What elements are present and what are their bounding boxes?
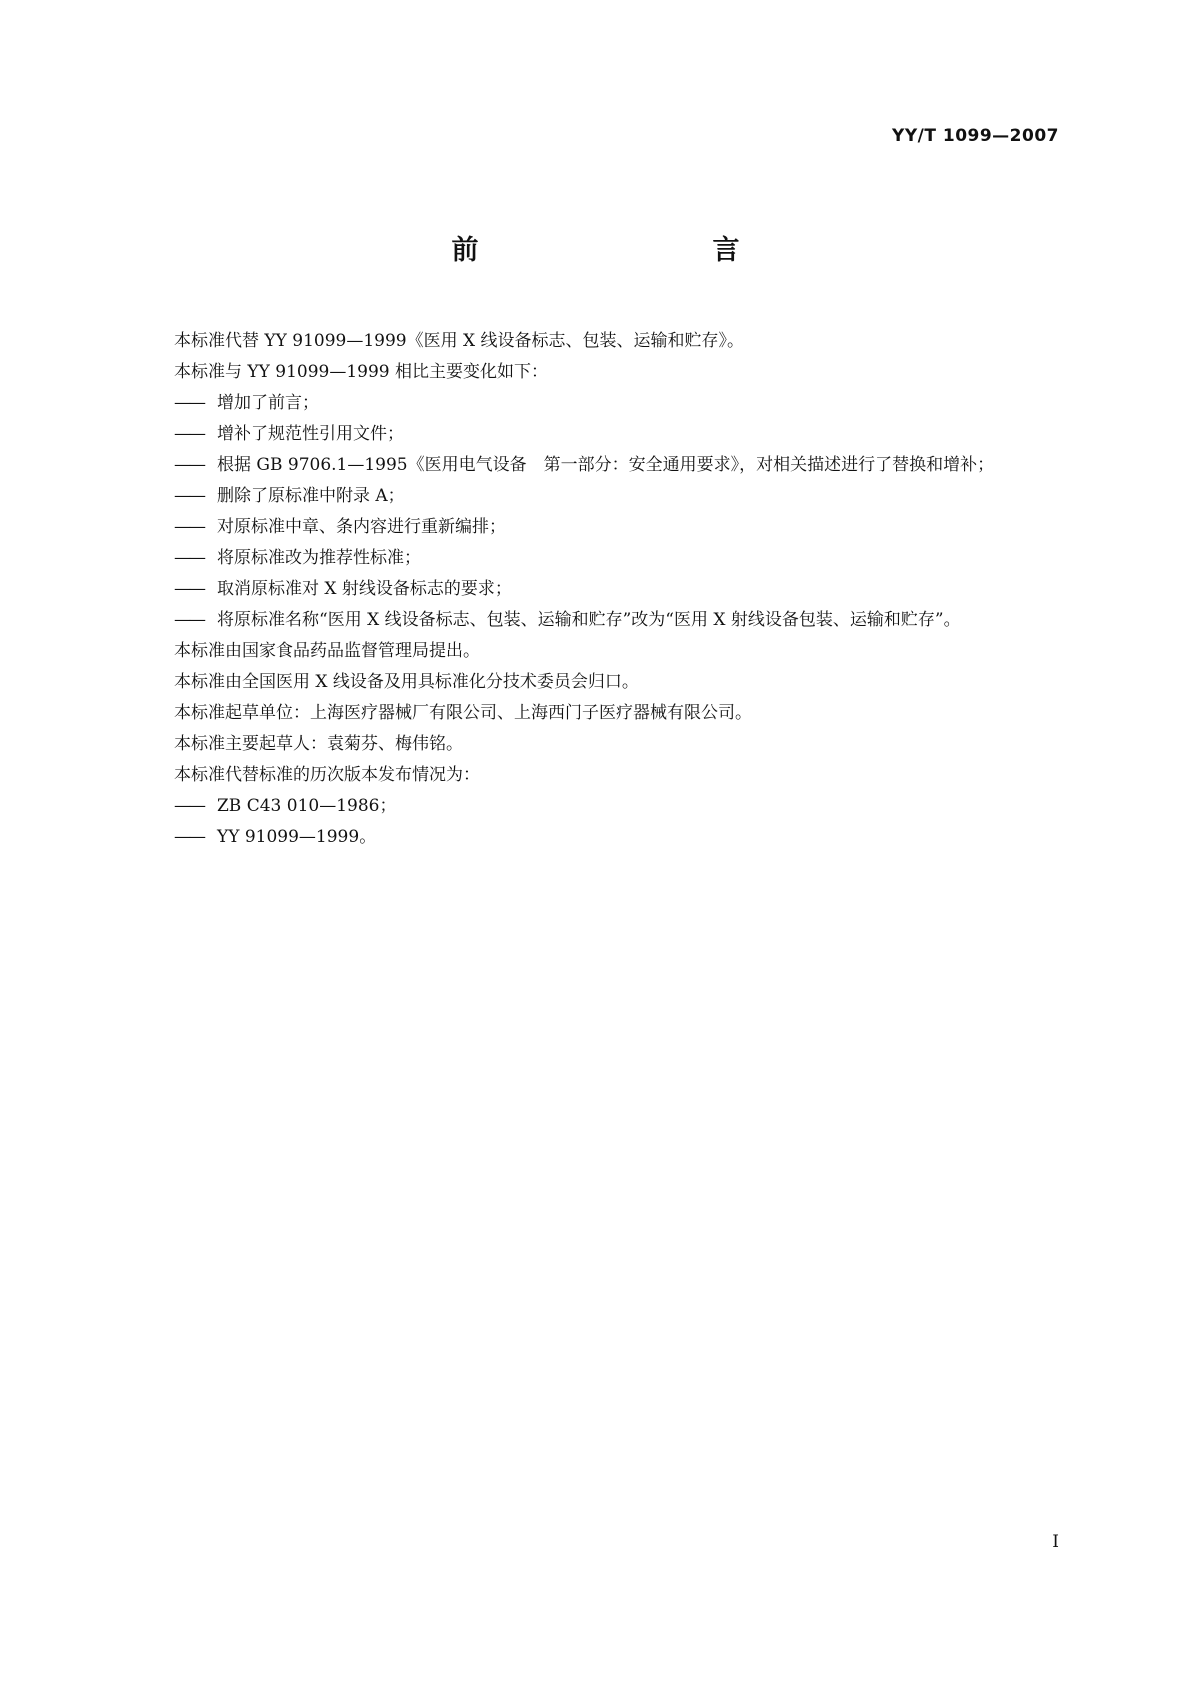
paragraph: 本标准起草单位：上海医疗器械厂有限公司、上海西门子医疗器械有限公司。 (174, 703, 752, 723)
change-item: —— 增加了前言； (174, 388, 1061, 419)
paragraph: 本标准与 YY 91099—1999 相比主要变化如下： (174, 362, 548, 382)
change-item: —— 删除了原标准中附录 A； (174, 481, 1061, 512)
dash-mark: —— (174, 517, 204, 537)
history-item: —— YY 91099—1999。 (174, 822, 1061, 853)
dash-mark: —— (174, 579, 204, 599)
page-number: I (1052, 1532, 1059, 1552)
dash-mark: —— (174, 424, 204, 444)
dash-mark: —— (174, 393, 204, 413)
standard-code: YY/T 1099—2007 (892, 126, 1059, 146)
paragraph: 本标准主要起草人：袁菊芬、梅伟铭。 (174, 734, 463, 754)
change-item: —— 取消原标准对 X 射线设备标志的要求； (174, 574, 1061, 605)
dash-mark: —— (174, 486, 204, 506)
change-item: —— 将原标准改为推荐性标准； (174, 543, 1061, 574)
foreword-body (174, 326, 1061, 853)
dash-mark: —— (174, 610, 204, 630)
page-title: 前 言 (451, 235, 800, 266)
paragraph: 本标准由国家食品药品监督管理局提出。 (174, 641, 480, 661)
paragraph: 本标准代替 YY 91099—1999《医用 X 线设备标志、包装、运输和贮存》。 (174, 331, 745, 351)
dash-mark: —— (174, 796, 204, 816)
dash-mark: —— (174, 548, 204, 568)
change-item: —— 根据 GB 9706.1—1995《医用电气设备 第一部分：安全通用要求》，对相关描述进行了替换和增补； (174, 450, 1061, 481)
paragraph: 本标准代替标准的历次版本发布情况为： (174, 765, 480, 785)
change-item: —— 增补了规范性引用文件； (174, 419, 1061, 450)
history-item: —— ZB C43 010—1986； (174, 791, 1061, 822)
paragraph: 本标准由全国医用 X 线设备及用具标准化分技术委员会归口。 (174, 672, 639, 692)
change-item: —— 对原标准中章、条内容进行重新编排； (174, 512, 1061, 543)
change-item: —— 将原标准名称“医用 X 线设备标志、包装、运输和贮存”改为“医用 X 射线设备包装、运输和贮存”。 (174, 605, 1061, 636)
dash-mark: —— (174, 455, 204, 475)
dash-mark: —— (174, 827, 204, 847)
